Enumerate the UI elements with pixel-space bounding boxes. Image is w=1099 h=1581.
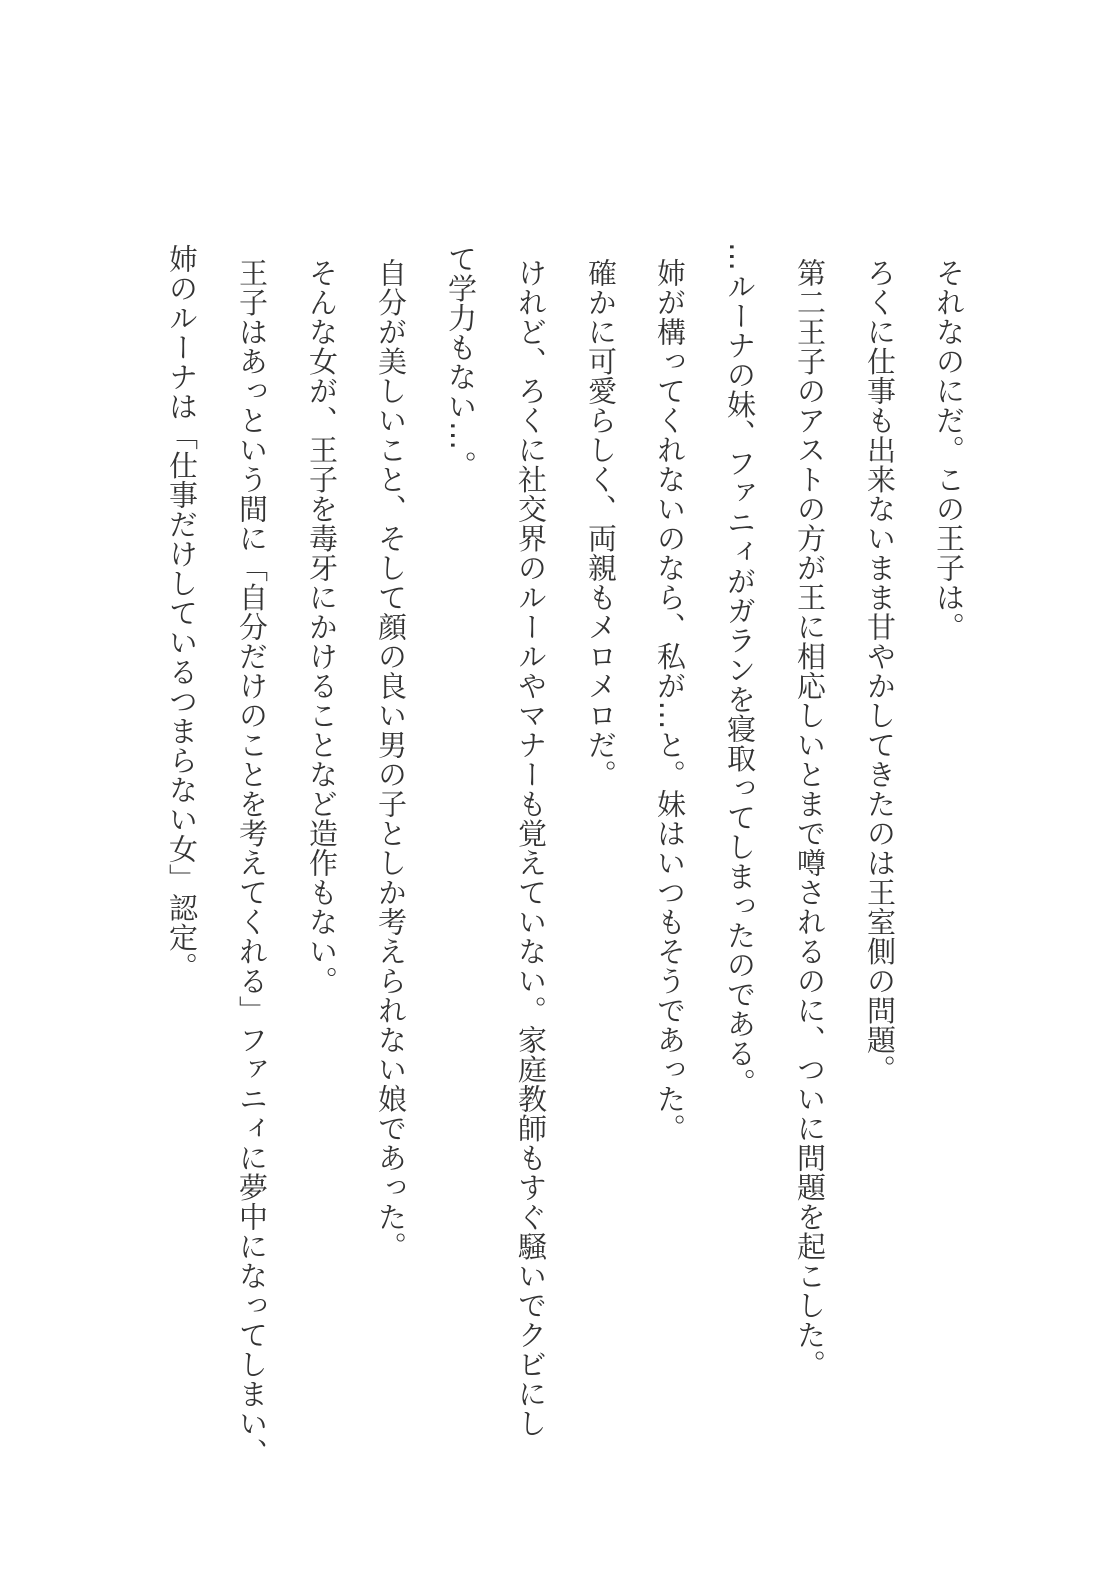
text-line-11: 王子はあっという間に「自分だけのことを考えてくれる」ファニィに夢中になってしまい、 [235, 258, 269, 1468]
text-line-9: 自分が美しいこと、そして顔の良い男の子としか考えられない娘であった。 [374, 258, 408, 1261]
text-line-10: そんな女が、王子を毒牙にかけることなど造作もない。 [305, 258, 339, 996]
text-line-3: 第二王子のアストの方が王に相応しいとまで噂されるのに、ついに問題を起こした。 [793, 258, 827, 1379]
text-line-6: 確かに可愛らしく、両親もメロメロだ。 [584, 258, 618, 789]
text-line-8: て学力もない…。 [444, 244, 478, 480]
text-line-5: 姉が構ってくれないのなら、私が…と。妹はいつもそうであった。 [653, 258, 687, 1143]
text-line-2: ろくに仕事も出来ないまま甘やかしてきたのは王室側の問題。 [863, 258, 897, 1084]
text-line-7: けれど、ろくに社交界のルールやマナーも覚えていない。家庭教師もすぐ騒いでクビにし [514, 258, 548, 1438]
text-line-1: それなのにだ。この王子は。 [932, 258, 966, 642]
text-line-12: 姉のルーナは「仕事だけしているつまらない女」認定。 [165, 244, 199, 982]
text-line-4: …ルーナの妹、ファニィがガランを寝取ってしまったのである。 [723, 242, 757, 1098]
